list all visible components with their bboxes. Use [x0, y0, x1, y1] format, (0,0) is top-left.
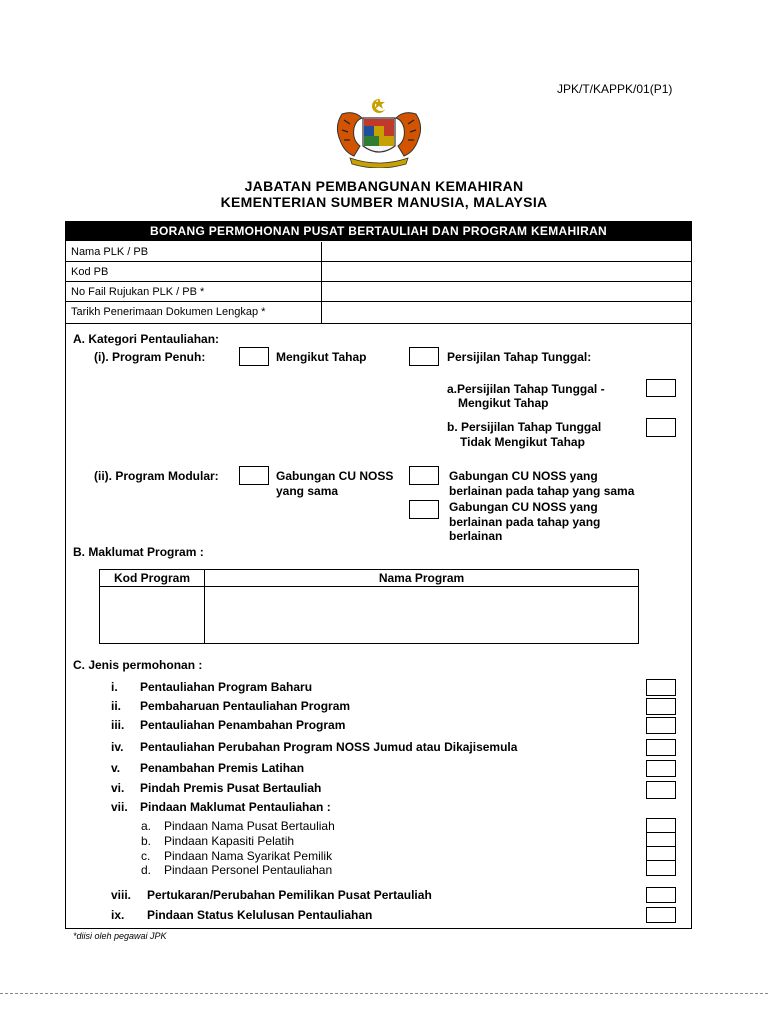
opt-a-checkbox[interactable]: [646, 379, 676, 397]
item-number: v.: [111, 761, 121, 775]
section-c-title: C. Jenis permohonan :: [73, 658, 203, 672]
item-label: Pindaan Maklumat Pentauliahan :: [140, 800, 331, 814]
kod-pb-field[interactable]: [321, 262, 692, 281]
gabungan-tahap-sama-line1: Gabungan CU NOSS yang: [449, 469, 598, 483]
sub-item-letter: c.: [141, 849, 151, 863]
program-modular-label: (ii). Program Modular:: [94, 469, 219, 483]
item-number: vi.: [111, 781, 125, 795]
item-number: iii.: [111, 718, 125, 732]
row-no-fail: [66, 282, 691, 302]
item-label: Pindaan Status Kelulusan Pentauliahan: [147, 908, 373, 922]
item-label: Penambahan Premis Latihan: [140, 761, 305, 775]
sub-item-letter: b.: [141, 834, 152, 848]
opt-a-line2: Mengikut Tahap: [458, 396, 549, 410]
tarikh-field[interactable]: [321, 302, 692, 323]
item-number: iv.: [111, 740, 124, 754]
gabungan-sama-line1: Gabungan CU NOSS: [276, 469, 394, 483]
no-fail-field[interactable]: [321, 282, 692, 301]
sub-item-letter: d.: [141, 863, 152, 877]
item-vi-checkbox[interactable]: [646, 781, 676, 799]
row-label: Kod PB: [71, 266, 109, 278]
malaysia-coat-of-arms-icon: [330, 96, 428, 168]
sub-a-checkbox[interactable]: [646, 818, 676, 833]
sub-item-label: Pindaan Nama Syarikat Pemilik: [164, 849, 333, 863]
sub-c-checkbox[interactable]: [646, 846, 676, 861]
mengikut-tahap-checkbox[interactable]: [239, 347, 269, 366]
gabungan-tahap-lain-line2: berlainan pada tahap yang: [449, 515, 601, 529]
gabungan-tahap-lain-line1: Gabungan CU NOSS yang: [449, 500, 598, 514]
item-i-checkbox[interactable]: [646, 679, 676, 696]
page-divider: [0, 993, 768, 994]
item-label: Pentauliahan Penambahan Program: [140, 718, 346, 732]
item-number: ii.: [111, 699, 122, 713]
sub-b-checkbox[interactable]: [646, 832, 676, 847]
item-viii-checkbox[interactable]: [646, 887, 676, 903]
sub-item-label: Pindaan Kapasiti Pelatih: [164, 834, 295, 848]
gabungan-tahap-sama-checkbox[interactable]: [409, 466, 439, 485]
item-v-checkbox[interactable]: [646, 760, 676, 777]
item-label: Pentauliahan Program Baharu: [140, 680, 313, 694]
item-number: i.: [111, 680, 118, 694]
nama-program-cell[interactable]: [207, 588, 635, 641]
gabungan-tahap-lain-checkbox[interactable]: [409, 500, 439, 519]
item-number: vii.: [111, 800, 128, 814]
item-iv-checkbox[interactable]: [646, 739, 676, 756]
section-b-title: B. Maklumat Program :: [73, 545, 204, 559]
program-table: [99, 569, 639, 644]
sub-d-checkbox[interactable]: [646, 860, 676, 876]
sub-item-letter: a.: [141, 819, 152, 833]
item-number: ix.: [111, 908, 125, 922]
opt-b-checkbox[interactable]: [646, 418, 676, 437]
kod-program-cell[interactable]: [102, 588, 202, 641]
org-name-line2: KEMENTERIAN SUMBER MANUSIA, MALAYSIA: [220, 194, 548, 210]
col-header-kod: Kod Program: [113, 571, 190, 585]
item-label: Pertukaran/Perubahan Pemilikan Pusat Pertauliah: [147, 888, 432, 902]
sub-item-label: Pindaan Personel Pentauliahan: [164, 863, 333, 877]
section-a-title: A. Kategori Pentauliahan:: [73, 332, 220, 346]
row-nama-plk: [66, 242, 691, 262]
opt-b-line2: Tidak Mengikut Tahap: [460, 435, 585, 449]
item-label: Pindah Premis Pusat Bertauliah: [140, 781, 322, 795]
persijilan-tunggal-checkbox[interactable]: [409, 347, 439, 366]
gabungan-tahap-sama-line2: berlainan pada tahap yang sama: [449, 484, 635, 498]
row-label: Tarikh Penerimaan Dokumen Lengkap *: [71, 306, 266, 318]
item-number: viii.: [111, 888, 132, 902]
form-reference-number: JPK/T/KAPPK/01(P1): [557, 82, 673, 96]
item-label: Pembaharuan Pentauliahan Program: [140, 699, 351, 713]
col-header-nama: Nama Program: [378, 571, 465, 585]
row-tarikh: [66, 302, 691, 324]
footnote: *diisi oleh pegawai JPK: [73, 931, 167, 941]
item-ix-checkbox[interactable]: [646, 907, 676, 923]
gabungan-sama-checkbox[interactable]: [239, 466, 269, 485]
opt-a-line1: a.Persijilan Tahap Tunggal -: [447, 382, 605, 396]
item-label: Pentauliahan Perubahan Program NOSS Jumud atau Dikajisemula: [140, 740, 518, 754]
row-kod-pb: [66, 262, 691, 282]
opt-b-line1: b. Persijilan Tahap Tunggal: [447, 420, 602, 434]
gabungan-sama-line2: yang sama: [276, 484, 339, 498]
item-ii-checkbox[interactable]: [646, 698, 676, 715]
item-iii-checkbox[interactable]: [646, 717, 676, 734]
row-label: No Fail Rujukan PLK / PB *: [71, 286, 205, 298]
form-title-banner: BORANG PERMOHONAN PUSAT BERTAULIAH DAN PROGRAM KEMAHIRAN: [66, 222, 691, 241]
gabungan-tahap-lain-line3: berlainan: [449, 529, 503, 543]
mengikut-tahap-label: Mengikut Tahap: [276, 350, 367, 364]
persijilan-tunggal-label: Persijilan Tahap Tunggal:: [447, 350, 592, 364]
nama-plk-field[interactable]: [321, 242, 692, 261]
row-label: Nama PLK / PB: [71, 246, 149, 258]
sub-item-label: Pindaan Nama Pusat Bertauliah: [164, 819, 335, 833]
org-name-line1: JABATAN PEMBANGUNAN KEMAHIRAN: [244, 178, 524, 194]
program-penuh-label: (i). Program Penuh:: [94, 350, 206, 364]
